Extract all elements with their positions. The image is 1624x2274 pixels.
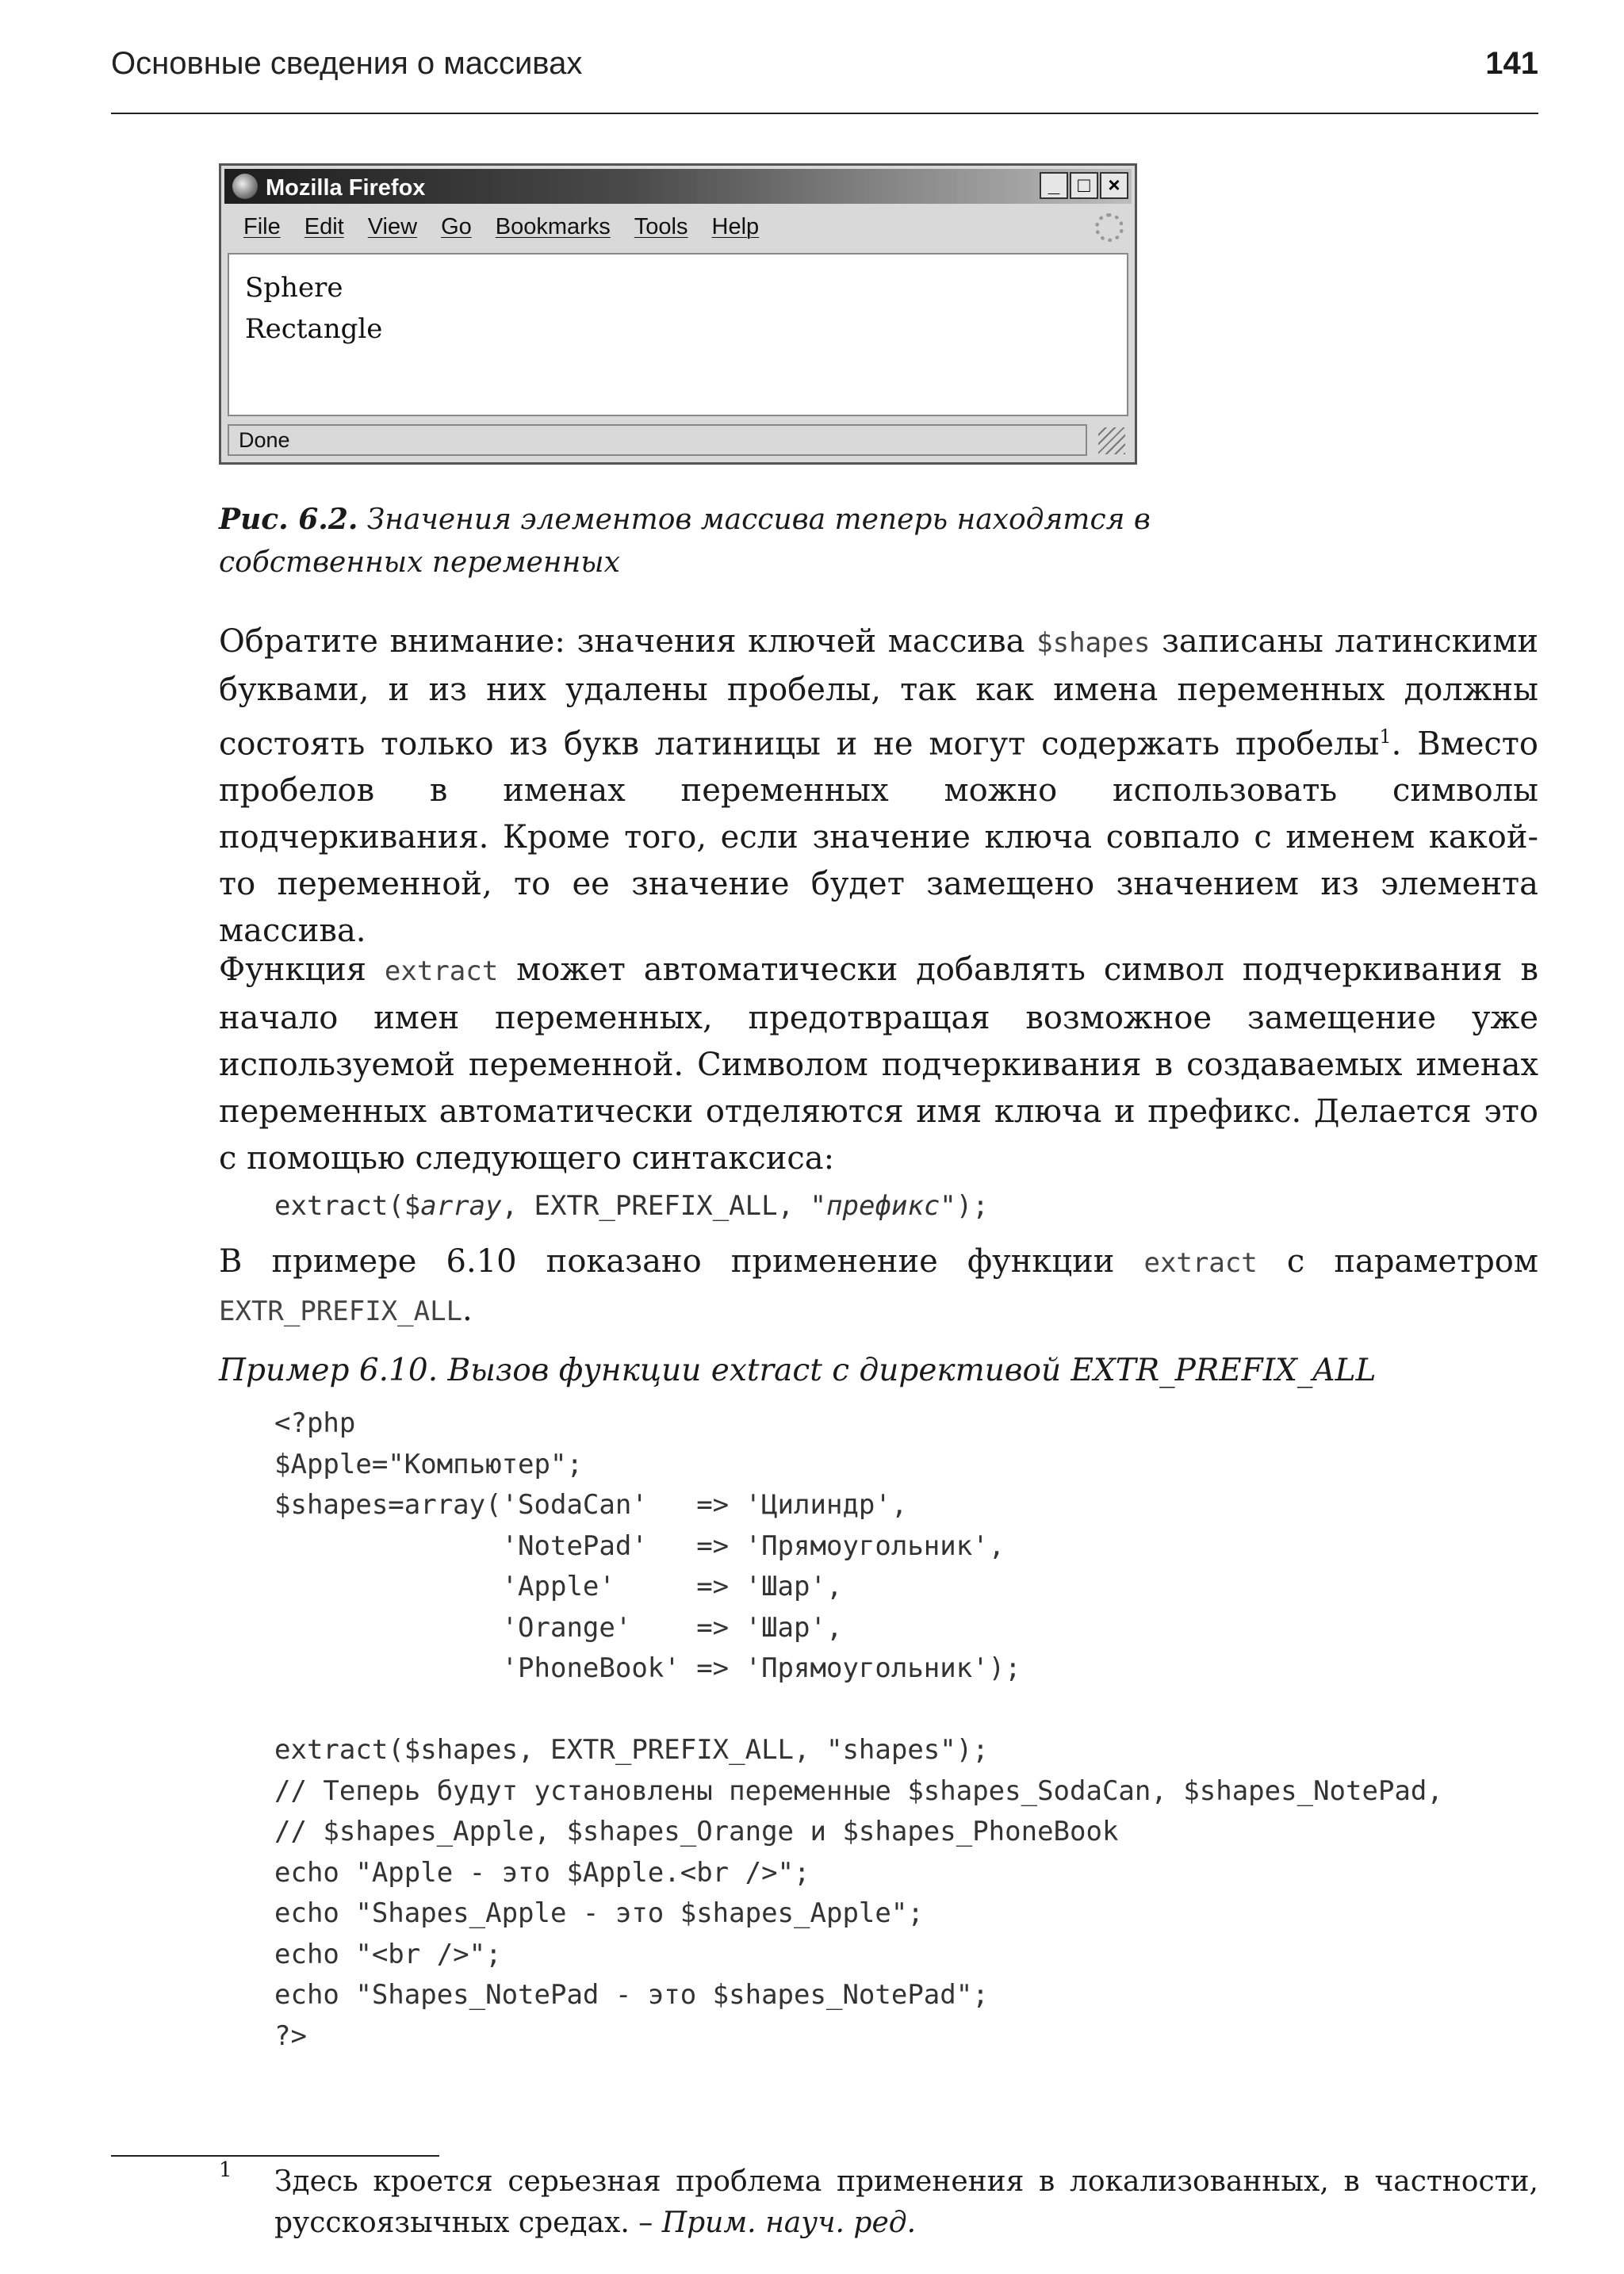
code-run: "); [940,1190,989,1222]
inline-code: extract [1143,1247,1258,1279]
inline-code: $shapes [1036,627,1151,659]
minimize-icon[interactable]: _ [1040,172,1068,199]
browser-content [228,253,1128,416]
menu-view[interactable]: View [367,213,418,239]
figure-caption [219,498,1250,584]
window-controls [1040,172,1128,201]
content-line-rectangle: Rectangle [245,313,383,345]
caption-text: Значения элементов массива теперь находятся в собственных переменных [219,503,1151,579]
menu-go[interactable]: Go [441,213,472,239]
text-run: записаны латинскими буквами, и из них удалены пробелы, так как имена переменных должны состоять только из букв латиницы и не могут содержать пробелы [219,623,1539,763]
menu-edit[interactable]: Edit [304,213,344,239]
paragraph-3 [219,1238,1538,1335]
content-line-sphere: Sphere [245,272,343,304]
syntax-line [274,1186,989,1227]
menubar [224,207,1132,247]
paragraph-2 [219,947,1538,1182]
menu-help[interactable]: Help [711,213,760,239]
code-listing: <?php $Apple="Компьютер"; $shapes=array('SodaCan' => 'Цилиндр', 'NotePad' => 'Прямоугольник', 'Apple' => 'Шар', 'Orange' => 'Шар', 'PhoneBook' => 'Прямоугольник'); extract($shapes, EXTR_PREFIX_ALL, "shapes"); // Теперь будут установлены переменные $shapes_SodaCan, $shapes_NotePad, // $shapes_Apple, $shapes_Orange и $shapes_PhoneBook echo "Apple - это $Apple.<br />"; echo "Shapes_Apple - это $shapes_Apple"; echo "<br />"; echo "Shapes_NotePad - это $shapes_NotePad"; ?> [274,1407,1443,2052]
firefox-icon [232,174,258,199]
maximize-icon[interactable]: □ [1070,172,1098,199]
page-header [111,46,1538,114]
caption-label: Рис. 6.2. [219,503,358,536]
inline-code: extract [384,955,499,987]
statusbar [224,421,1132,459]
close-icon[interactable]: × [1100,172,1128,199]
footnote-mark: 1 [219,2158,232,2182]
text-run: В примере 6.10 показано применение функции [219,1243,1144,1280]
code-run: extract($ [274,1190,421,1222]
running-title: Основные сведения о массивах [111,46,583,81]
footnote-divider [111,2155,439,2157]
firefox-window-figure [219,163,1137,465]
text-run: может автоматически добавлять символ подчеркивания в начало имен переменных, предотвращая возможное замещение уже используемой переменной. Символом подчеркивания в создаваемых именах переменных автоматически отделяются имя ключа и префикс. Делается это с помощью следующего синтаксиса: [219,951,1539,1177]
text-run: Функция [219,951,385,988]
resize-grip-icon[interactable] [1098,427,1125,454]
footnote-text: Здесь кроется серьезная проблема применения в локализованных, в частности, русскоязычных средах. – [274,2165,1538,2239]
inline-code: EXTR_PREFIX_ALL [219,1296,463,1327]
code-placeholder: префикс [826,1190,940,1222]
text-run: Обратите внимание: значения ключей массива [219,623,1037,660]
footnote-note: Прим. науч. ред. [661,2207,917,2239]
menu-tools[interactable]: Tools [634,213,688,239]
menu-bookmarks[interactable]: Bookmarks [495,213,611,239]
footnote [274,2161,1538,2244]
window-title: Mozilla Firefox [266,175,426,201]
window-titlebar [224,169,1132,204]
menu-file[interactable]: File [243,213,281,239]
throbber-icon [1095,213,1124,242]
status-text: Done [228,424,1087,456]
footnote-ref: 1 [1379,725,1392,748]
example-title: Пример 6.10. Вызов функции extract с директивой EXTR_PREFIX_ALL [219,1353,1377,1388]
paragraph-1 [219,618,1538,955]
text-run: . [462,1292,473,1328]
text-run: . Вместо пробелов в именах переменных можно использовать символы подчеркивания. Кроме того, если значение ключа совпало с именем какой-то переменной, то ее значение будет замещено значением из элемента массива. [219,725,1538,950]
code-run: , EXTR_PREFIX_ALL, " [501,1190,826,1222]
code-placeholder: array [420,1190,502,1222]
text-run: с параметром [1257,1243,1538,1280]
page-number: 141 [1485,46,1538,81]
